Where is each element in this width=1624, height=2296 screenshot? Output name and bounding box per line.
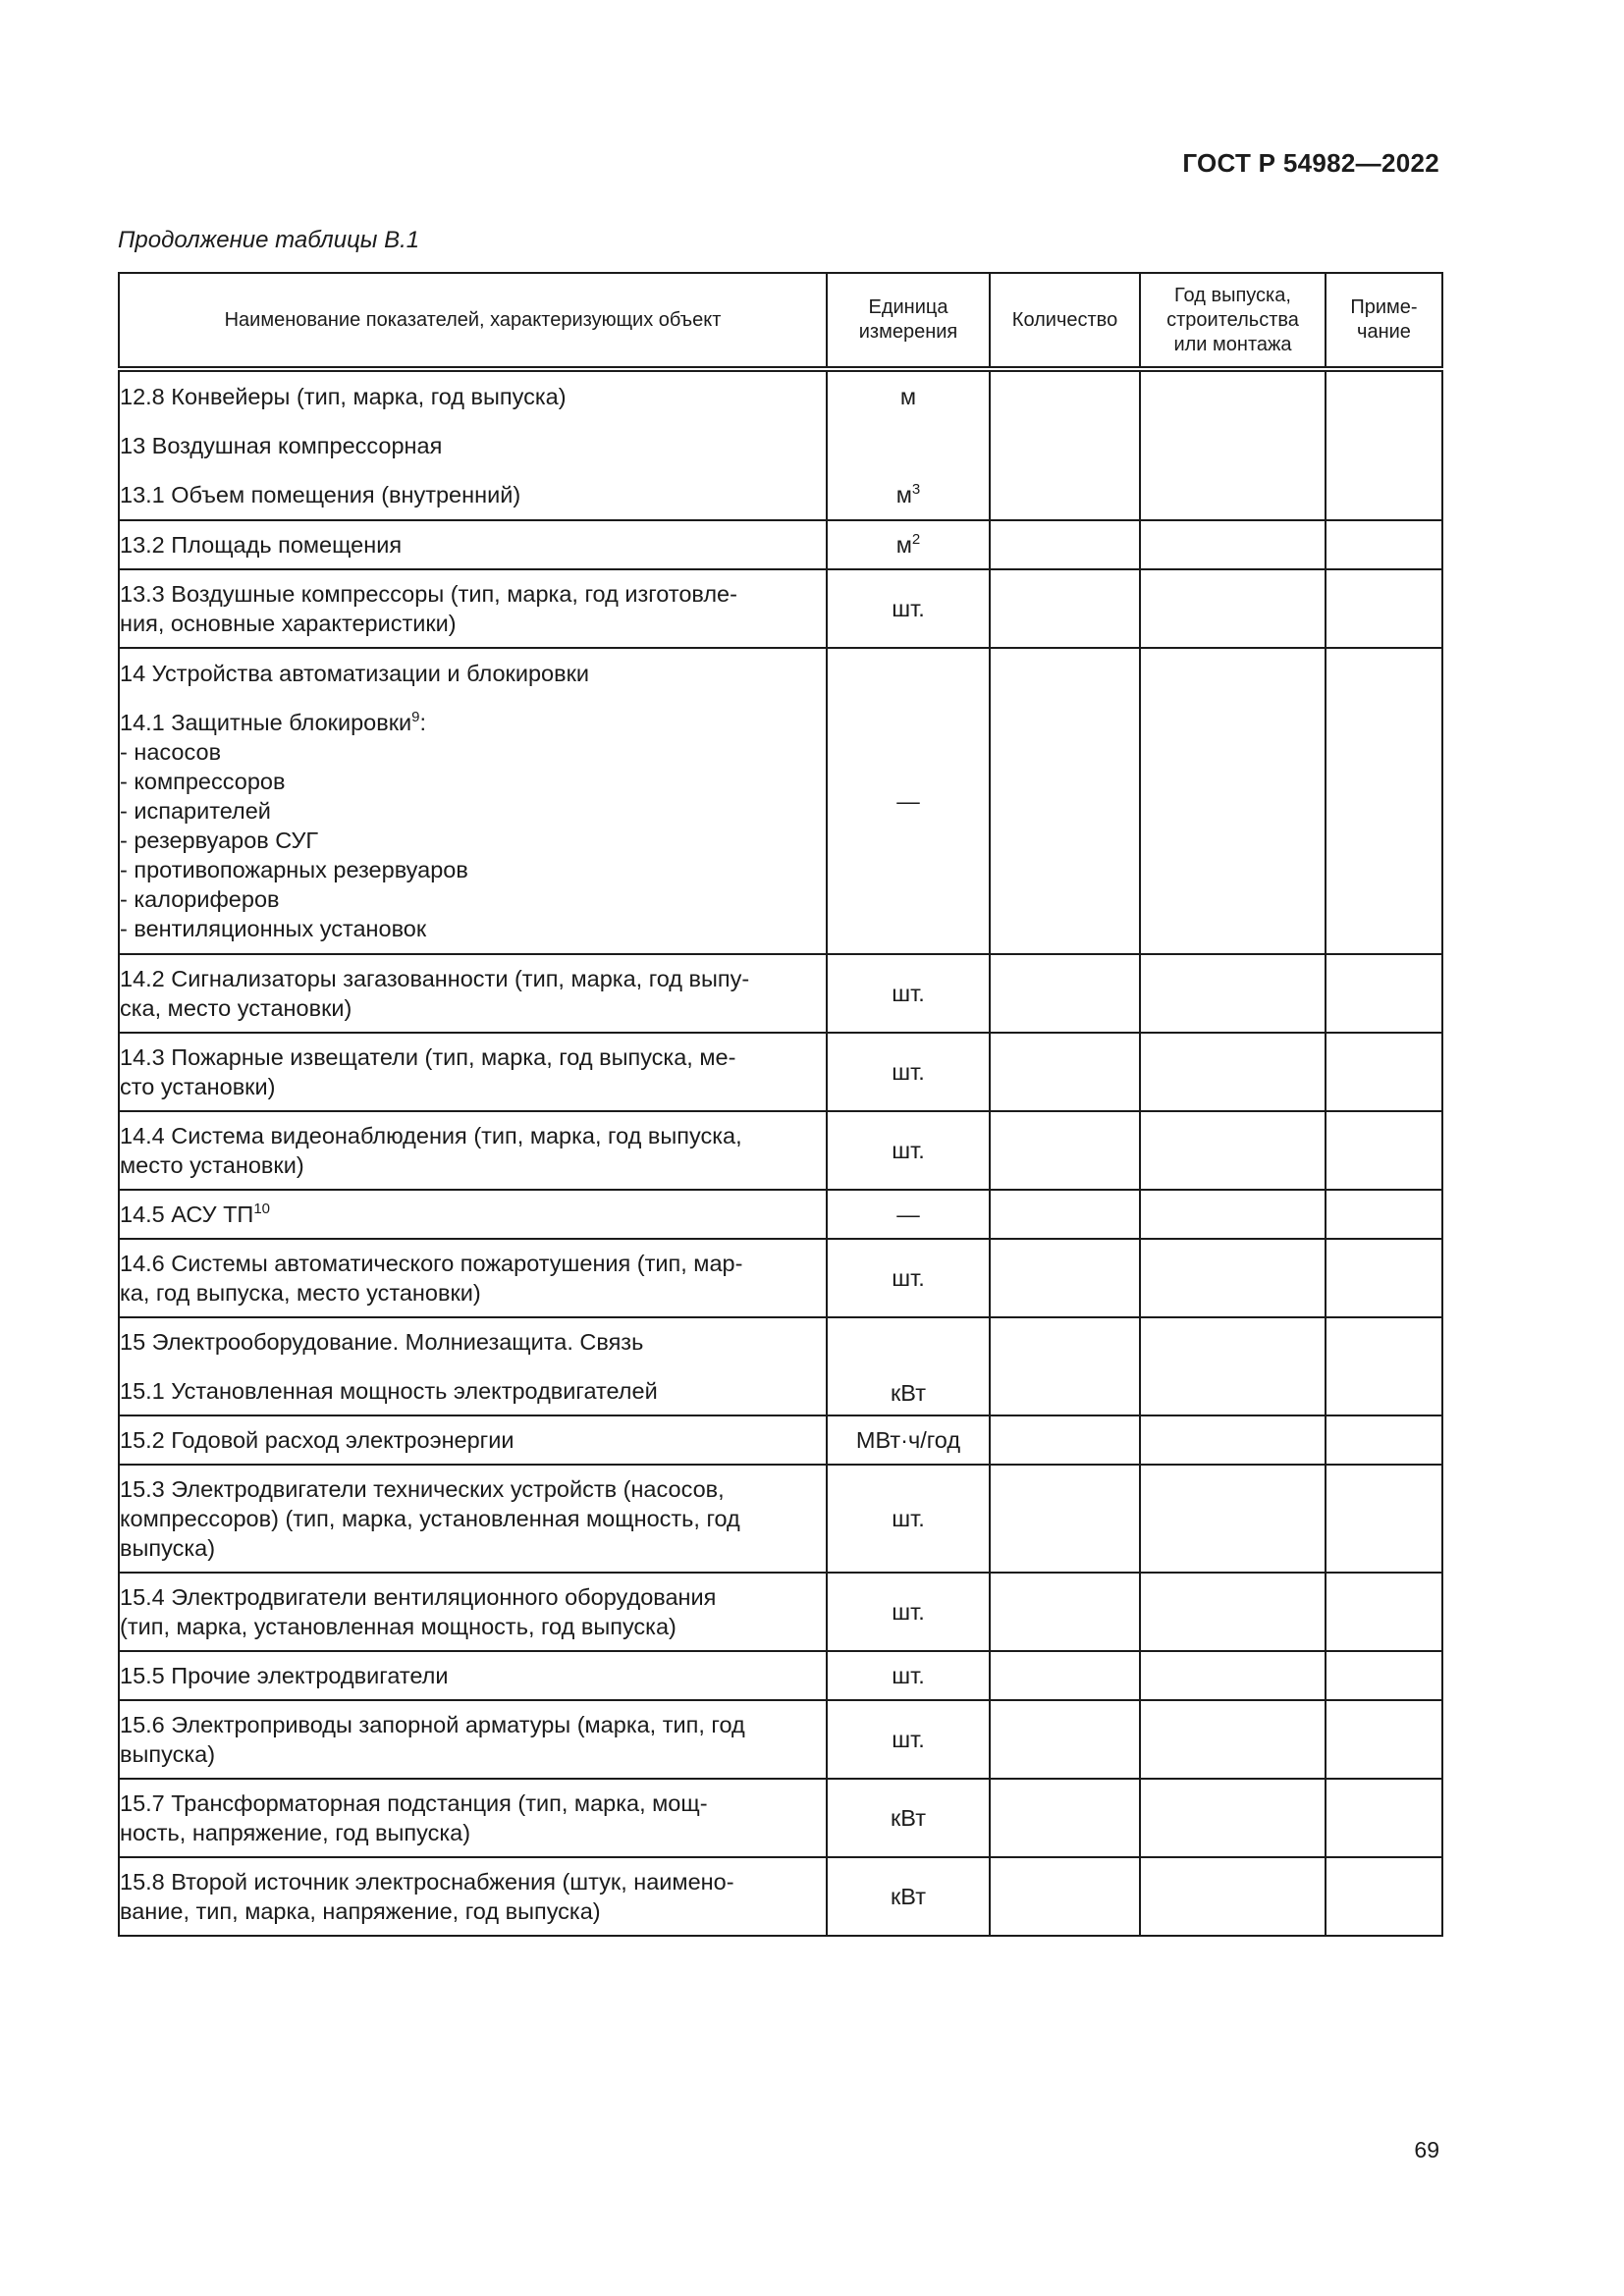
list-item: - испарителей	[120, 798, 271, 824]
table-row	[119, 520, 1442, 569]
row-note	[1326, 1573, 1442, 1651]
row-quantity	[990, 1779, 1140, 1857]
table-row	[119, 369, 1442, 520]
row-note	[1326, 1857, 1442, 1936]
row-year	[1140, 1190, 1326, 1239]
table-row	[119, 1415, 1442, 1465]
row-note	[1326, 1700, 1442, 1779]
list-item: - вентиляционных установок	[120, 916, 427, 941]
row-unit: шт.	[827, 1033, 990, 1111]
row-note	[1326, 954, 1442, 1033]
row-name: 15 Электрооборудование. Молниезащита. Связь 15.1 Установленная мощность электродвигателей	[119, 1317, 827, 1415]
row-unit: м $м^3$	[827, 369, 990, 520]
row-quantity	[990, 1700, 1140, 1779]
row-name: 14.6 Системы автоматического пожаротушения (тип, мар- ка, год выпуска, место установки)	[119, 1239, 827, 1317]
table-row	[119, 1111, 1442, 1190]
row-name: 14.4 Система видеонаблюдения (тип, марка, год выпуска, место установки)	[119, 1111, 827, 1190]
row-name: 15.7 Трансформаторная подстанция (тип, марка, мощ- ность, напряжение, год выпуска)	[119, 1779, 827, 1857]
row-note	[1326, 1033, 1442, 1111]
table-header-row	[119, 273, 1442, 369]
row-unit: шт.	[827, 1111, 990, 1190]
row-unit: шт.	[827, 1573, 990, 1651]
row-note	[1326, 1239, 1442, 1317]
row-unit: МВт·ч/год	[827, 1415, 990, 1465]
list-item: - калориферов	[120, 886, 280, 912]
row-year	[1140, 1317, 1326, 1415]
row-year	[1140, 1779, 1326, 1857]
row-quantity	[990, 954, 1140, 1033]
row-name: 13.2 Площадь помещения	[119, 520, 827, 569]
row-note	[1326, 569, 1442, 648]
row-quantity	[990, 1239, 1140, 1317]
table-row	[119, 569, 1442, 648]
row-quantity	[990, 648, 1140, 954]
row-name: 14 Устройства автоматизации и блокировки 14.1 Защитные блокировки$^9$: - насосов - компрессоров - испарителей - резервуаров СУГ - противопожарных резервуаров - калориферов - вентиляционных установок	[119, 648, 827, 954]
row-year	[1140, 1465, 1326, 1573]
list-item: - противопожарных резервуаров	[120, 857, 468, 882]
row-note	[1326, 1317, 1442, 1415]
row-year	[1140, 520, 1326, 569]
row-name: 15.4 Электродвигатели вентиляционного оборудования (тип, марка, установленная мощность, год выпуска)	[119, 1573, 827, 1651]
row-year	[1140, 369, 1326, 520]
table-caption: Продолжение таблицы В.1	[118, 227, 420, 253]
table-row	[119, 1779, 1442, 1857]
table-row	[119, 1033, 1442, 1111]
table-row	[119, 648, 1442, 954]
row-unit: кВт	[827, 1857, 990, 1936]
row-quantity	[990, 1033, 1140, 1111]
row-unit: кВт	[827, 1317, 990, 1415]
column-header-year: Год выпуска, строительства или монтажа	[1140, 273, 1326, 369]
row-note	[1326, 1190, 1442, 1239]
row-unit: —	[827, 1190, 990, 1239]
row-year	[1140, 1033, 1326, 1111]
row-note	[1326, 1465, 1442, 1573]
table-row	[119, 1573, 1442, 1651]
row-name: 15.5 Прочие электродвигатели	[119, 1651, 827, 1700]
table-row	[119, 1317, 1442, 1415]
row-name: 15.6 Электроприводы запорной арматуры (марка, тип, год выпуска)	[119, 1700, 827, 1779]
row-quantity	[990, 369, 1140, 520]
row-year	[1140, 954, 1326, 1033]
row-quantity	[990, 1111, 1140, 1190]
row-name: 15.3 Электродвигатели технических устройств (насосов, компрессоров) (тип, марка, установленная мощность, год выпуска)	[119, 1465, 827, 1573]
row-unit: шт.	[827, 1465, 990, 1573]
table-row	[119, 1651, 1442, 1700]
row-unit: —	[827, 648, 990, 954]
list-item: - насосов	[120, 739, 222, 765]
row-year	[1140, 1415, 1326, 1465]
table-row	[119, 1465, 1442, 1573]
row-year	[1140, 569, 1326, 648]
row-year	[1140, 1700, 1326, 1779]
row-note	[1326, 369, 1442, 520]
row-quantity	[990, 1190, 1140, 1239]
row-name: 14.3 Пожарные извещатели (тип, марка, год выпуска, ме- сто установки)	[119, 1033, 827, 1111]
row-note	[1326, 1779, 1442, 1857]
row-year	[1140, 1651, 1326, 1700]
list-item: - компрессоров	[120, 769, 286, 794]
table-row	[119, 1239, 1442, 1317]
row-unit: шт.	[827, 1700, 990, 1779]
row-name: 14.5 АСУ ТП$^{10}$	[119, 1190, 827, 1239]
row-unit: шт.	[827, 569, 990, 648]
row-quantity	[990, 1857, 1140, 1936]
row-name: 14.2 Сигнализаторы загазованности (тип, марка, год выпу- ска, место установки)	[119, 954, 827, 1033]
page-number: 69	[1414, 2137, 1439, 2163]
row-name: 12.8 Конвейеры (тип, марка, год выпуска) 13 Воздушная компрессорная 13.1 Объем помещения (внутренний)	[119, 369, 827, 520]
row-year	[1140, 1239, 1326, 1317]
row-unit: шт.	[827, 954, 990, 1033]
table-row	[119, 954, 1442, 1033]
row-year	[1140, 1857, 1326, 1936]
row-quantity	[990, 1317, 1140, 1415]
row-unit: кВт	[827, 1779, 990, 1857]
row-note	[1326, 1111, 1442, 1190]
row-note	[1326, 648, 1442, 954]
row-quantity	[990, 1573, 1140, 1651]
row-note	[1326, 1415, 1442, 1465]
row-name: 15.2 Годовой расход электроэнергии	[119, 1415, 827, 1465]
row-year	[1140, 1111, 1326, 1190]
row-quantity	[990, 569, 1140, 648]
column-header-name: Наименование показателей, характеризующих объект	[119, 273, 827, 369]
column-header-unit: Единица измерения	[827, 273, 990, 369]
row-note	[1326, 520, 1442, 569]
row-quantity	[990, 520, 1140, 569]
row-year	[1140, 1573, 1326, 1651]
row-name: 15.8 Второй источник электроснабжения (штук, наимено- вание, тип, марка, напряжение, год выпуска)	[119, 1857, 827, 1936]
row-quantity	[990, 1651, 1140, 1700]
column-header-note: Приме- чание	[1326, 273, 1442, 369]
row-year	[1140, 648, 1326, 954]
row-name: 13.3 Воздушные компрессоры (тип, марка, год изготовле- ния, основные характеристики)	[119, 569, 827, 648]
data-table	[118, 272, 1443, 1937]
row-unit: шт.	[827, 1651, 990, 1700]
table-row	[119, 1857, 1442, 1936]
table-row	[119, 1190, 1442, 1239]
row-unit: $м^2$	[827, 520, 990, 569]
list-item: - резервуаров СУГ	[120, 828, 319, 853]
document-code: ГОСТ Р 54982—2022	[1182, 148, 1439, 178]
row-unit: шт.	[827, 1239, 990, 1317]
row-quantity	[990, 1415, 1140, 1465]
row-quantity	[990, 1465, 1140, 1573]
table-row	[119, 1700, 1442, 1779]
row-note	[1326, 1651, 1442, 1700]
column-header-quantity: Количество	[990, 273, 1140, 369]
